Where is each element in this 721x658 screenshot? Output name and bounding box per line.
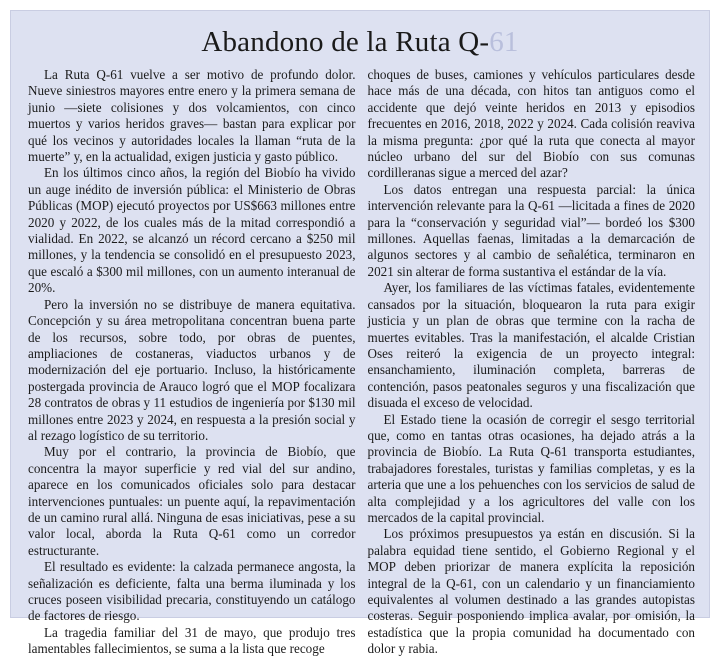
- paragraph: El resultado es evidente: la calzada permanece angosta, la señalización es deficiente, falta una berma iluminada y los cruces poseen visibilidad precaria, constituyendo un catálogo de factores de riesgo.: [28, 559, 356, 624]
- paragraph-continuation: choques de buses, camiones y vehículos particulares desde hace más de una década, con hitos tan antiguos como el accidente que dejó veinte heridos en 2013 y episodios frecuentes en 2016, 2018, 2022 y 2024. Cada colisión reaviva la misma pregunta: ¿por qué la ruta que conecta al mayor núcleo urbano del sur del Biobío con sus comunas cordilleranas sigue a merced del azar?: [367, 67, 695, 181]
- paragraph: Ayer, los familiares de las víctimas fatales, evidentemente cansados por la situación, bloquearon la ruta para exigir justicia y un plan de obras que termine con la racha de muertes evitables. Tras la manifestación, el alcalde Cristian Oses reiteró la exigencia de un proyecto integral: ensanchamiento, iluminación completa, barreras de contención, pasos peatonales seguros y una fiscalización que disuada el exceso de velocidad.: [367, 280, 695, 411]
- paragraph: En los últimos cinco años, la región del Biobío ha vivido un auge inédito de inversión pública: el Ministerio de Obras Públicas (MOP) ejecutó proyectos por US$663 millones entre 2020 y 2022, de los cuales más de la mitad correspondió a vialidad. En 2022, se alcanzó un récord cercano a $250 mil millones, y la tendencia se consolidó en el presupuesto 2023, que escaló a $300 mil millones, con un aumento interanual de 20%.: [28, 165, 356, 296]
- paragraph: La tragedia familiar del 31 de mayo, que produjo tres lamentables fallecimientos, se suma a la lista que recoge: [28, 624, 356, 657]
- left-column: [28, 67, 356, 658]
- paragraph: La Ruta Q-61 vuelve a ser motivo de profundo dolor. Nueve siniestros mayores entre enero y la primera semana de junio —siete colisiones y dos volcamientos, con cinco muertos y varios heridos graves— bastan para explicar por qué los vecinos y autoridades locales la llaman “ruta de la muerte” y, en la actualidad, exigen justicia y gasto público.: [28, 67, 356, 165]
- article-title: [11, 25, 709, 59]
- title-main: Abandono de la Ruta Q-: [201, 26, 490, 58]
- paragraph: Muy por el contrario, la provincia de Biobío, que concentra la mayor superficie y red vial del sur andino, aparece en los comunicados oficiales solo para destacar intervenciones puntuales: un puente aquí, la repavimentación de un camino rural allá. Ninguna de esas iniciativas, pese a su valor local, aborda la Ruta Q-61 como un corredor estructurante.: [28, 444, 356, 558]
- paragraph: Pero la inversión no se distribuye de manera equitativa. Concepción y su área metropolitana concentran buena parte de los recursos, sobre todo, por obras de puentes, ampliaciones de costaneras, viaductos urbanos y de modernización del eje portuario. Incluso, la históricamente postergada provincia de Arauco logró que el MOP focalizara 28 contratos de obras y 11 estudios de ingeniería por $130 mil millones entre 2023 y 2024, en respuesta a la presión social y al rezago logístico de su territorio.: [28, 296, 356, 443]
- title-faded-suffix: 61: [489, 26, 519, 58]
- paragraph: Los próximos presupuestos ya están en discusión. Si la palabra equidad tiene sentido, el Gobierno Regional y el MOP deben priorizar de manera explícita la reposición integral de la Q-61, con un calendario y un financiamiento equivalentes al volumen destinado a las grandes autopistas costeras. Seguir posponiendo implica avalar, por omisión, la estadística que la propia comunidad ha documentado con dolor y rabia.: [367, 526, 695, 657]
- paragraph: Los datos entregan una respuesta parcial: la única intervención relevante para la Q-61 —licitada a fines de 2020 para la “conservación y seguridad vial”— bordeó los $300 millones. Aquellas faenas, limitadas a la demarcación de algunos sectores y al cambio de señalética, terminaron en 2021 sin alterar de forma sustantiva el estándar de la vía.: [367, 181, 695, 279]
- editorial-panel: [10, 10, 710, 657]
- article-body: [28, 67, 695, 658]
- right-column: [368, 67, 696, 658]
- paragraph: El Estado tiene la ocasión de corregir el sesgo territorial que, como en tantas otras ocasiones, ha dejado atrás a la provincia de Biobío. La Ruta Q-61 transporta estudiantes, trabajadores forestales, turistas y familias completas, y es la arteria que une a los pehuenches con los servicios de salud de alta complejidad y a los agricultores del valle con los mercados de la capital provincial.: [367, 411, 695, 525]
